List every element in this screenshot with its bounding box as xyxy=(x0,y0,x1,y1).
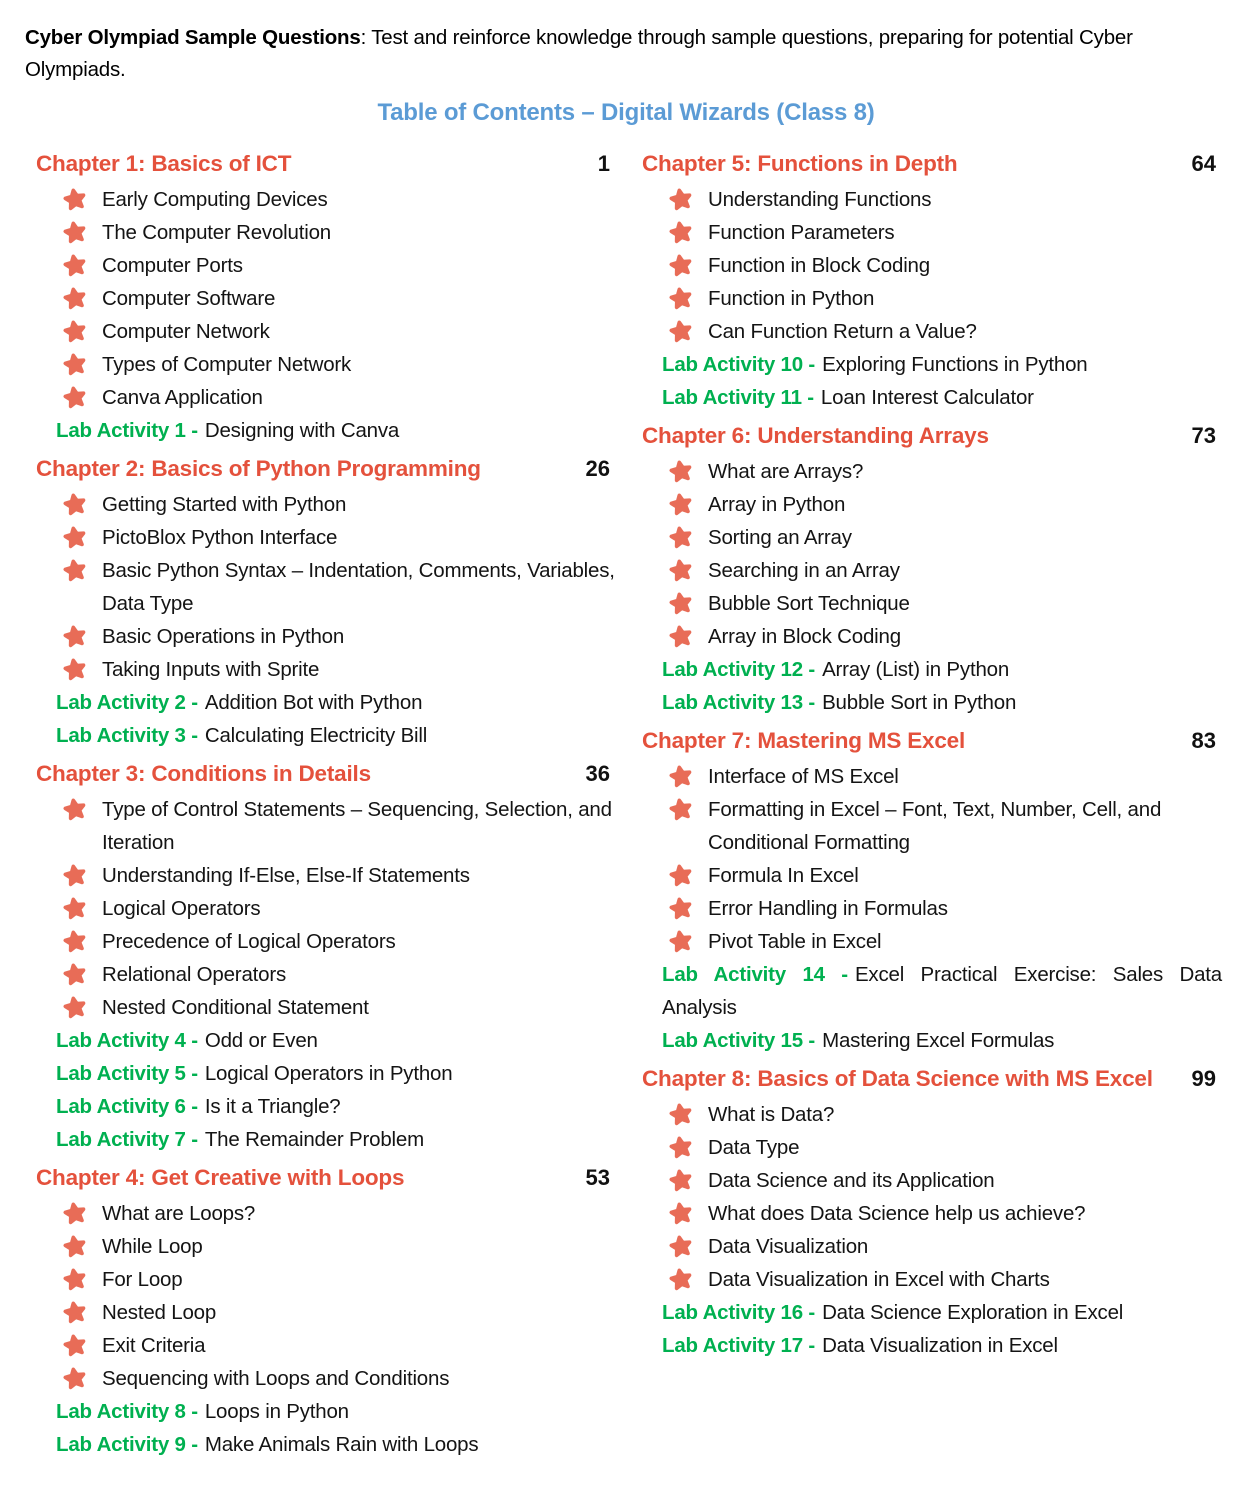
topic-label: Computer Network xyxy=(102,320,270,343)
toc-topic-row xyxy=(36,1197,616,1230)
lab-activity-label: Lab Activity 7 - xyxy=(56,1128,198,1151)
chapter-page-number: 26 xyxy=(585,456,610,481)
star-bullet-icon xyxy=(62,1366,88,1392)
lab-activity-label: Lab Activity 17 - xyxy=(662,1334,816,1357)
topic-label: Canva Application xyxy=(102,386,263,409)
lab-activity-title: Loops in Python xyxy=(204,1400,349,1423)
topic-label: For Loop xyxy=(102,1268,183,1291)
toc-lab-activity-row xyxy=(36,686,616,719)
topic-label: What are Arrays? xyxy=(708,460,864,483)
lab-activity-title: The Remainder Problem xyxy=(204,1128,424,1151)
star-bullet-icon xyxy=(62,1267,88,1293)
chapter-title: Chapter 1: Basics of ICT xyxy=(36,151,292,176)
lab-activity-label: Lab Activity 9 - xyxy=(56,1433,198,1456)
toc-topic-row xyxy=(36,892,616,925)
lab-activity-title: Data Science Exploration in Excel xyxy=(822,1301,1124,1324)
lab-activity-label: Lab Activity 5 - xyxy=(56,1062,198,1085)
star-bullet-icon xyxy=(62,352,88,378)
topic-label: Computer Ports xyxy=(102,254,243,277)
toc-lab-activity-row xyxy=(36,414,616,447)
toc-lab-activity-row xyxy=(642,1296,1222,1329)
toc-topic-row xyxy=(642,1197,1222,1230)
lab-activity-label: Lab Activity 11 - xyxy=(662,386,814,409)
lab-activity-label: Lab Activity 6 - xyxy=(56,1095,198,1118)
toc-topic-row xyxy=(642,455,1222,488)
topic-label: Types of Computer Network xyxy=(102,353,352,376)
topic-label: While Loop xyxy=(102,1235,203,1258)
lab-activity-title: Excel Practical Exercise: Sales Data Analysis xyxy=(662,963,1223,1019)
toc-topic-row xyxy=(642,620,1222,653)
lab-activity-title: Exploring Functions in Python xyxy=(822,353,1088,376)
star-bullet-icon xyxy=(62,657,88,683)
lab-activity-label: Lab Activity 14 - xyxy=(662,963,848,986)
toc-topic-row xyxy=(36,620,616,653)
toc-topic-row xyxy=(36,315,616,348)
chapter-heading xyxy=(36,453,616,485)
star-bullet-icon xyxy=(62,962,88,988)
toc-topic-row xyxy=(36,1329,616,1362)
toc-topic-row xyxy=(642,1131,1222,1164)
toc-topic-row xyxy=(36,1362,616,1395)
lab-activity-title: Make Animals Rain with Loops xyxy=(204,1433,479,1456)
chapter-title: Chapter 6: Understanding Arrays xyxy=(642,423,989,448)
toc-lab-activity-row xyxy=(36,719,616,752)
toc-topic-row xyxy=(642,1098,1222,1131)
toc-topic-row xyxy=(642,216,1222,249)
toc-topic-row xyxy=(642,1164,1222,1197)
star-bullet-icon xyxy=(62,286,88,312)
topic-label: Nested Loop xyxy=(102,1301,217,1324)
topic-label: Error Handling in Formulas xyxy=(708,897,948,920)
star-bullet-icon xyxy=(668,1135,694,1161)
chapter-page-number: 53 xyxy=(585,1165,610,1190)
star-bullet-icon xyxy=(62,929,88,955)
toc-topic-row xyxy=(642,554,1222,587)
toc-topic-row xyxy=(642,760,1222,793)
toc-lab-activity-row xyxy=(642,1329,1222,1362)
toc-left-column xyxy=(36,142,616,1461)
chapter-heading xyxy=(36,758,616,790)
topic-label: Computer Software xyxy=(102,287,276,310)
topic-label: Understanding If-Else, Else-If Statements xyxy=(102,864,470,887)
topic-label: PictoBlox Python Interface xyxy=(102,526,338,549)
lab-activity-title: Bubble Sort in Python xyxy=(822,691,1017,714)
chapter-page-number: 99 xyxy=(1191,1066,1216,1091)
toc-lab-activity-row xyxy=(642,1024,1222,1057)
toc-lab-activity-row xyxy=(36,1024,616,1057)
lab-activity-label: Lab Activity 3 - xyxy=(56,724,198,747)
topic-label: What are Loops? xyxy=(102,1202,256,1225)
chapter-page-number: 36 xyxy=(585,761,610,786)
toc-topic-row xyxy=(642,925,1222,958)
chapter-heading xyxy=(642,420,1222,452)
topic-label: Function in Python xyxy=(708,287,875,310)
star-bullet-icon xyxy=(62,525,88,551)
star-bullet-icon xyxy=(62,220,88,246)
topic-label: Basic Python Syntax – Indentation, Comments, Variables, Data Type xyxy=(102,559,615,615)
toc-topic-row xyxy=(642,793,1222,859)
topic-label: Array in Python xyxy=(708,493,846,516)
lab-activity-label: Lab Activity 2 - xyxy=(56,691,198,714)
lab-activity-label: Lab Activity 1 - xyxy=(56,419,198,442)
toc-right-column xyxy=(642,142,1222,1362)
topic-label: Precedence of Logical Operators xyxy=(102,930,396,953)
toc-topic-row xyxy=(642,282,1222,315)
topic-label: Bubble Sort Technique xyxy=(708,592,910,615)
topic-label: What is Data? xyxy=(708,1103,835,1126)
lab-activity-label: Lab Activity 13 - xyxy=(662,691,816,714)
lab-activity-label: Lab Activity 8 - xyxy=(56,1400,198,1423)
lab-activity-label: Lab Activity 4 - xyxy=(56,1029,198,1052)
chapter-page-number: 83 xyxy=(1191,728,1216,753)
toc-topic-row xyxy=(36,521,616,554)
topic-label: Pivot Table in Excel xyxy=(708,930,882,953)
star-bullet-icon xyxy=(668,591,694,617)
star-bullet-icon xyxy=(62,797,88,823)
topic-label: Early Computing Devices xyxy=(102,188,328,211)
chapter-page-number: 1 xyxy=(597,151,610,176)
toc-topic-row xyxy=(36,925,616,958)
chapter-heading xyxy=(36,148,616,180)
intro-bold-lead: Cyber Olympiad Sample Questions xyxy=(25,26,361,49)
star-bullet-icon xyxy=(668,624,694,650)
star-bullet-icon xyxy=(668,286,694,312)
topic-label: Searching in an Array xyxy=(708,559,900,582)
chapter-title: Chapter 2: Basics of Python Programming xyxy=(36,456,481,481)
topic-label: Sequencing with Loops and Conditions xyxy=(102,1367,450,1390)
topic-label: Basic Operations in Python xyxy=(102,625,345,648)
star-bullet-icon xyxy=(668,896,694,922)
toc-topic-row xyxy=(36,1230,616,1263)
star-bullet-icon xyxy=(62,1333,88,1359)
topic-label: Array in Block Coding xyxy=(708,625,901,648)
toc-lab-activity-row xyxy=(36,1395,616,1428)
toc-topic-row xyxy=(36,183,616,216)
toc-topic-row xyxy=(642,249,1222,282)
chapter-title: Chapter 4: Get Creative with Loops xyxy=(36,1165,405,1190)
star-bullet-icon xyxy=(668,1201,694,1227)
topic-label: What does Data Science help us achieve? xyxy=(708,1202,1086,1225)
star-bullet-icon xyxy=(62,624,88,650)
toc-lab-activity-row xyxy=(642,958,1222,1024)
topic-label: Relational Operators xyxy=(102,963,287,986)
chapter-heading xyxy=(642,148,1222,180)
topic-label: Formula In Excel xyxy=(708,864,859,887)
star-bullet-icon xyxy=(668,764,694,790)
chapter-heading xyxy=(642,1063,1222,1095)
chapter-title: Chapter 8: Basics of Data Science with MS Excel xyxy=(642,1066,1153,1091)
toc-topic-row xyxy=(36,381,616,414)
toc-lab-activity-row xyxy=(642,381,1222,414)
lab-activity-title: Array (List) in Python xyxy=(822,658,1010,681)
topic-label: Nested Conditional Statement xyxy=(102,996,369,1019)
topic-label: Can Function Return a Value? xyxy=(708,320,977,343)
star-bullet-icon xyxy=(668,525,694,551)
chapter-title: Chapter 7: Mastering MS Excel xyxy=(642,728,966,753)
toc-topic-row xyxy=(36,991,616,1024)
topic-label: Data Science and its Application xyxy=(708,1169,995,1192)
star-bullet-icon xyxy=(62,1201,88,1227)
toc-topic-row xyxy=(642,892,1222,925)
toc-topic-row xyxy=(36,554,616,620)
star-bullet-icon xyxy=(668,220,694,246)
lab-activity-label: Lab Activity 15 - xyxy=(662,1029,816,1052)
star-bullet-icon xyxy=(668,459,694,485)
star-bullet-icon xyxy=(668,187,694,213)
star-bullet-icon xyxy=(62,492,88,518)
star-bullet-icon xyxy=(668,1168,694,1194)
topic-label: Interface of MS Excel xyxy=(708,765,899,788)
topic-label: Data Visualization xyxy=(708,1235,869,1258)
topic-label: Data Type xyxy=(708,1136,800,1159)
star-bullet-icon xyxy=(62,385,88,411)
toc-topic-row xyxy=(642,859,1222,892)
star-bullet-icon xyxy=(62,187,88,213)
lab-activity-label: Lab Activity 10 - xyxy=(662,353,816,376)
topic-label: Logical Operators xyxy=(102,897,261,920)
star-bullet-icon xyxy=(62,995,88,1021)
lab-activity-title: Mastering Excel Formulas xyxy=(822,1029,1055,1052)
toc-lab-activity-row xyxy=(642,653,1222,686)
toc-topic-row xyxy=(642,488,1222,521)
topic-label: The Computer Revolution xyxy=(102,221,331,244)
toc-lab-activity-row xyxy=(36,1428,616,1461)
toc-topic-row xyxy=(642,587,1222,620)
star-bullet-icon xyxy=(668,797,694,823)
lab-activity-title: Data Visualization in Excel xyxy=(822,1334,1058,1357)
toc-lab-activity-row xyxy=(36,1123,616,1156)
topic-label: Sorting an Array xyxy=(708,526,852,549)
toc-lab-activity-row xyxy=(642,348,1222,381)
toc-topic-row xyxy=(36,859,616,892)
intro-paragraph xyxy=(25,22,1237,87)
chapter-heading xyxy=(642,725,1222,757)
toc-lab-activity-row xyxy=(36,1090,616,1123)
toc-topic-row xyxy=(36,249,616,282)
toc-columns xyxy=(36,142,1222,1461)
lab-activity-label: Lab Activity 12 - xyxy=(662,658,816,681)
lab-activity-title: Logical Operators in Python xyxy=(204,1062,453,1085)
star-bullet-icon xyxy=(668,863,694,889)
toc-topic-row xyxy=(36,488,616,521)
toc-topic-row xyxy=(36,1296,616,1329)
chapter-page-number: 73 xyxy=(1191,423,1216,448)
topic-label: Understanding Functions xyxy=(708,188,932,211)
lab-activity-title: Calculating Electricity Bill xyxy=(204,724,428,747)
toc-lab-activity-row xyxy=(642,686,1222,719)
star-bullet-icon xyxy=(62,253,88,279)
topic-label: Type of Control Statements – Sequencing, Selection, and Iteration xyxy=(102,798,612,854)
star-bullet-icon xyxy=(668,558,694,584)
chapter-page-number: 64 xyxy=(1191,151,1216,176)
topic-label: Data Visualization in Excel with Charts xyxy=(708,1268,1050,1291)
lab-activity-title: Odd or Even xyxy=(204,1029,318,1052)
star-bullet-icon xyxy=(62,896,88,922)
topic-label: Taking Inputs with Sprite xyxy=(102,658,320,681)
page-title: Table of Contents – Digital Wizards (Class 8) xyxy=(377,99,875,126)
star-bullet-icon xyxy=(668,319,694,345)
lab-activity-label: Lab Activity 16 - xyxy=(662,1301,816,1324)
topic-label: Formatting in Excel – Font, Text, Number, Cell, and Conditional Formatting xyxy=(708,798,1162,854)
star-bullet-icon xyxy=(668,1102,694,1128)
toc-topic-row xyxy=(36,1263,616,1296)
star-bullet-icon xyxy=(668,1267,694,1293)
chapter-heading xyxy=(36,1162,616,1194)
topic-label: Exit Criteria xyxy=(102,1334,206,1357)
star-bullet-icon xyxy=(668,492,694,518)
star-bullet-icon xyxy=(62,1234,88,1260)
toc-topic-row xyxy=(642,183,1222,216)
star-bullet-icon xyxy=(62,863,88,889)
star-bullet-icon xyxy=(668,253,694,279)
toc-topic-row xyxy=(642,1263,1222,1296)
toc-topic-row xyxy=(36,653,616,686)
chapter-title: Chapter 5: Functions in Depth xyxy=(642,151,958,176)
lab-activity-title: Loan Interest Calculator xyxy=(820,386,1034,409)
star-bullet-icon xyxy=(62,319,88,345)
toc-topic-row xyxy=(36,793,616,859)
star-bullet-icon xyxy=(62,1300,88,1326)
lab-activity-title: Addition Bot with Python xyxy=(204,691,423,714)
star-bullet-icon xyxy=(62,558,88,584)
star-bullet-icon xyxy=(668,929,694,955)
toc-topic-row xyxy=(642,315,1222,348)
lab-activity-title: Is it a Triangle? xyxy=(204,1095,341,1118)
toc-topic-row xyxy=(642,521,1222,554)
toc-topic-row xyxy=(36,958,616,991)
intro-text: : Test and reinforce knowledge through sample questions, preparing for potential Cyber Olympiads. xyxy=(25,26,1133,82)
lab-activity-title: Designing with Canva xyxy=(204,419,400,442)
toc-topic-row xyxy=(36,216,616,249)
chapter-title: Chapter 3: Conditions in Details xyxy=(36,761,371,786)
star-bullet-icon xyxy=(668,1234,694,1260)
toc-topic-row xyxy=(36,348,616,381)
toc-lab-activity-row xyxy=(36,1057,616,1090)
toc-topic-row xyxy=(642,1230,1222,1263)
topic-label: Function in Block Coding xyxy=(708,254,930,277)
topic-label: Function Parameters xyxy=(708,221,895,244)
toc-topic-row xyxy=(36,282,616,315)
topic-label: Getting Started with Python xyxy=(102,493,347,516)
